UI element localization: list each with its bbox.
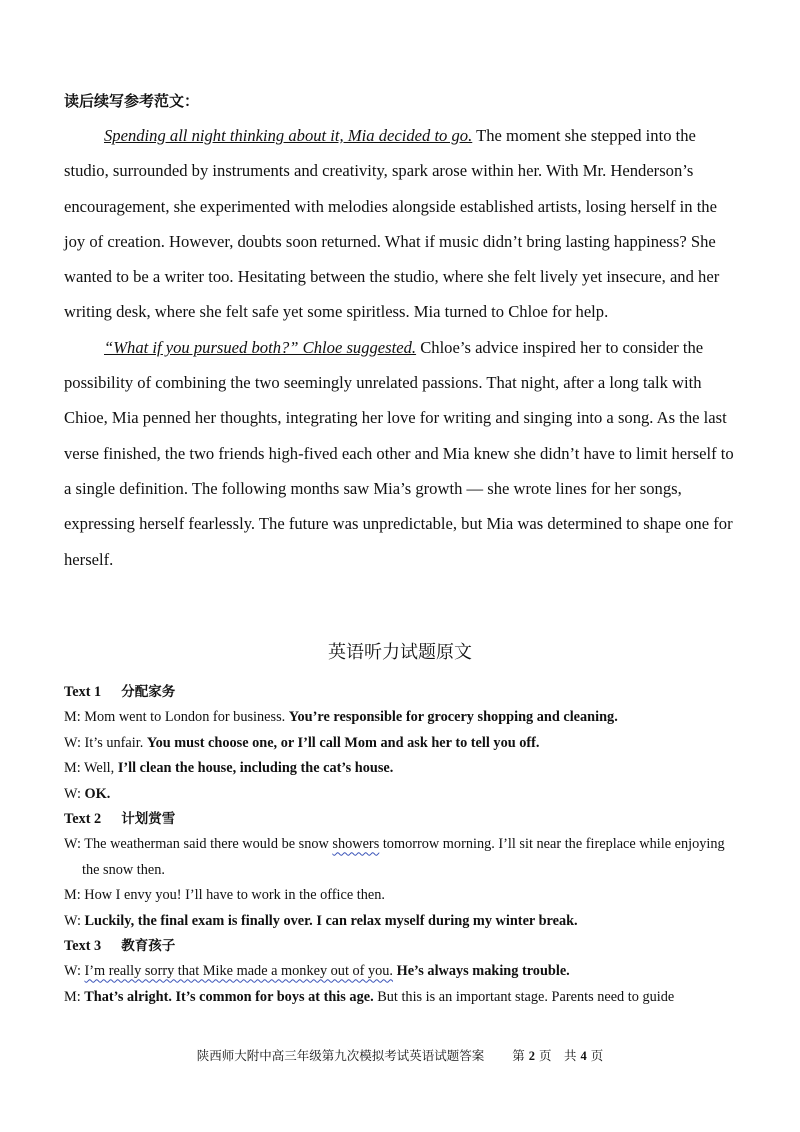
- essay-paragraph-2: [64, 330, 740, 577]
- line-key-text: You must choose one, or I’ll call Mom and ask her to tell you off.: [146, 734, 540, 751]
- text-2-heading: [64, 807, 744, 832]
- footer-page-number: 2: [528, 1049, 536, 1063]
- dialogue-line: [64, 782, 744, 807]
- speaker-label: W:: [64, 963, 85, 980]
- footer-page-suffix: 页: [590, 1048, 604, 1063]
- text-topic: 分配家务: [121, 684, 176, 700]
- footer-page-mid: 页 共: [539, 1048, 577, 1063]
- line-key-text: I’ll clean the house, including the cat’s house.: [117, 760, 394, 777]
- line-key-text: That’s alright. It’s common for boys at this age.: [84, 988, 374, 1005]
- paragraph-1-lead-sentence: Spending all night thinking about it, Mia decided to go.: [104, 126, 473, 145]
- line-text: The weatherman said there would be snow: [84, 836, 333, 853]
- dialogue-line: [64, 731, 744, 756]
- speaker-label: W:: [64, 912, 85, 929]
- paragraph-2-body: Chloe’s advice inspired her to consider the possibility of combining the two seemingly unrelated passions. That night, after a long talk with Chioe, Mia penned her thoughts, integrating her love for writing and singing into a song. As the last verse finished, the two friends high-fived each other and Mia knew she didn’t have to limit herself to a single definition. The following months saw Mia’s growth — she wrote lines for her songs, expressing herself fearlessly. The future was unpredictable, but Mia was determined to shape one for herself.: [64, 337, 734, 569]
- line-text: It’s unfair.: [84, 734, 147, 751]
- footer-page-prefix: 第: [512, 1048, 525, 1063]
- line-text: tomorrow morning. I’ll sit near the fireplace while enjoying the snow then.: [82, 836, 725, 878]
- line-text: How I envy you! I’ll have to work in the office then.: [84, 887, 385, 904]
- dialogue-line: [64, 756, 744, 781]
- listening-transcript-title: 英语听力试题原文: [328, 642, 472, 663]
- text-1-heading: [64, 680, 744, 705]
- speaker-label: M:: [64, 760, 85, 777]
- text-label: Text 2: [64, 811, 102, 828]
- footer-school-title: 陕西师大附中高三年级第九次模拟考试英语试题答案: [196, 1048, 485, 1063]
- speaker-label: W:: [64, 785, 85, 802]
- dialogue-line: [64, 959, 744, 984]
- dialogue-line: [64, 883, 744, 908]
- text-label: Text 1: [64, 684, 102, 700]
- line-key-text: Luckily, the final exam is finally over. I can relax myself during my winter break.: [84, 912, 578, 929]
- speaker-label: M:: [64, 887, 85, 904]
- listening-transcript: [64, 680, 744, 1010]
- dialogue-line: [64, 832, 744, 883]
- line-key-text: You’re responsible for grocery shopping and cleaning.: [288, 709, 618, 726]
- wavy-underlined-word: showers: [332, 836, 380, 853]
- speaker-label: M:: [64, 709, 85, 726]
- page-footer: [0, 1046, 800, 1064]
- sample-essay: [64, 118, 740, 577]
- essay-title: 读后续写参考范文：: [64, 92, 200, 110]
- essay-paragraph-1: [64, 118, 740, 330]
- paragraph-2-lead-sentence: “What if you pursued both?” Chloe suggested.: [104, 337, 417, 357]
- dialogue-line: [64, 909, 744, 934]
- text-label: Text 3: [64, 938, 102, 955]
- line-key-text: OK.: [84, 785, 111, 802]
- speaker-label: M:: [64, 988, 85, 1005]
- dialogue-line: [64, 705, 744, 730]
- wavy-underlined-phrase: I’m really sorry that Mike made a monkey out of you.: [84, 963, 394, 980]
- footer-total-pages: 4: [580, 1049, 587, 1063]
- text-topic: 教育孩子: [121, 938, 176, 955]
- line-text: Mom went to London for business.: [84, 709, 289, 726]
- line-text: But this is an important stage. Parents need to guide: [373, 988, 675, 1005]
- text-topic: 计划赏雪: [121, 811, 176, 828]
- dialogue-line: [64, 985, 744, 1010]
- line-key-text: He’s always making trouble.: [393, 963, 570, 980]
- line-text: Well,: [84, 760, 118, 777]
- paragraph-1-body: The moment she stepped into the studio, surrounded by instruments and creativity, spark arose within her. With Mr. Henderson’s encouragement, she experimented with melodies alongside established artists, losing herself in the joy of creation. However, doubts soon returned. What if music didn’t bring lasting happiness? She wanted to be a writer too. Hesitating between the studio, where she felt lively yet insecure, and her writing desk, where she felt safe yet some spiritless. Mia turned to Chloe for help.: [64, 126, 720, 322]
- text-3-heading: [64, 934, 744, 959]
- speaker-label: W:: [64, 836, 85, 853]
- speaker-label: W:: [64, 734, 85, 751]
